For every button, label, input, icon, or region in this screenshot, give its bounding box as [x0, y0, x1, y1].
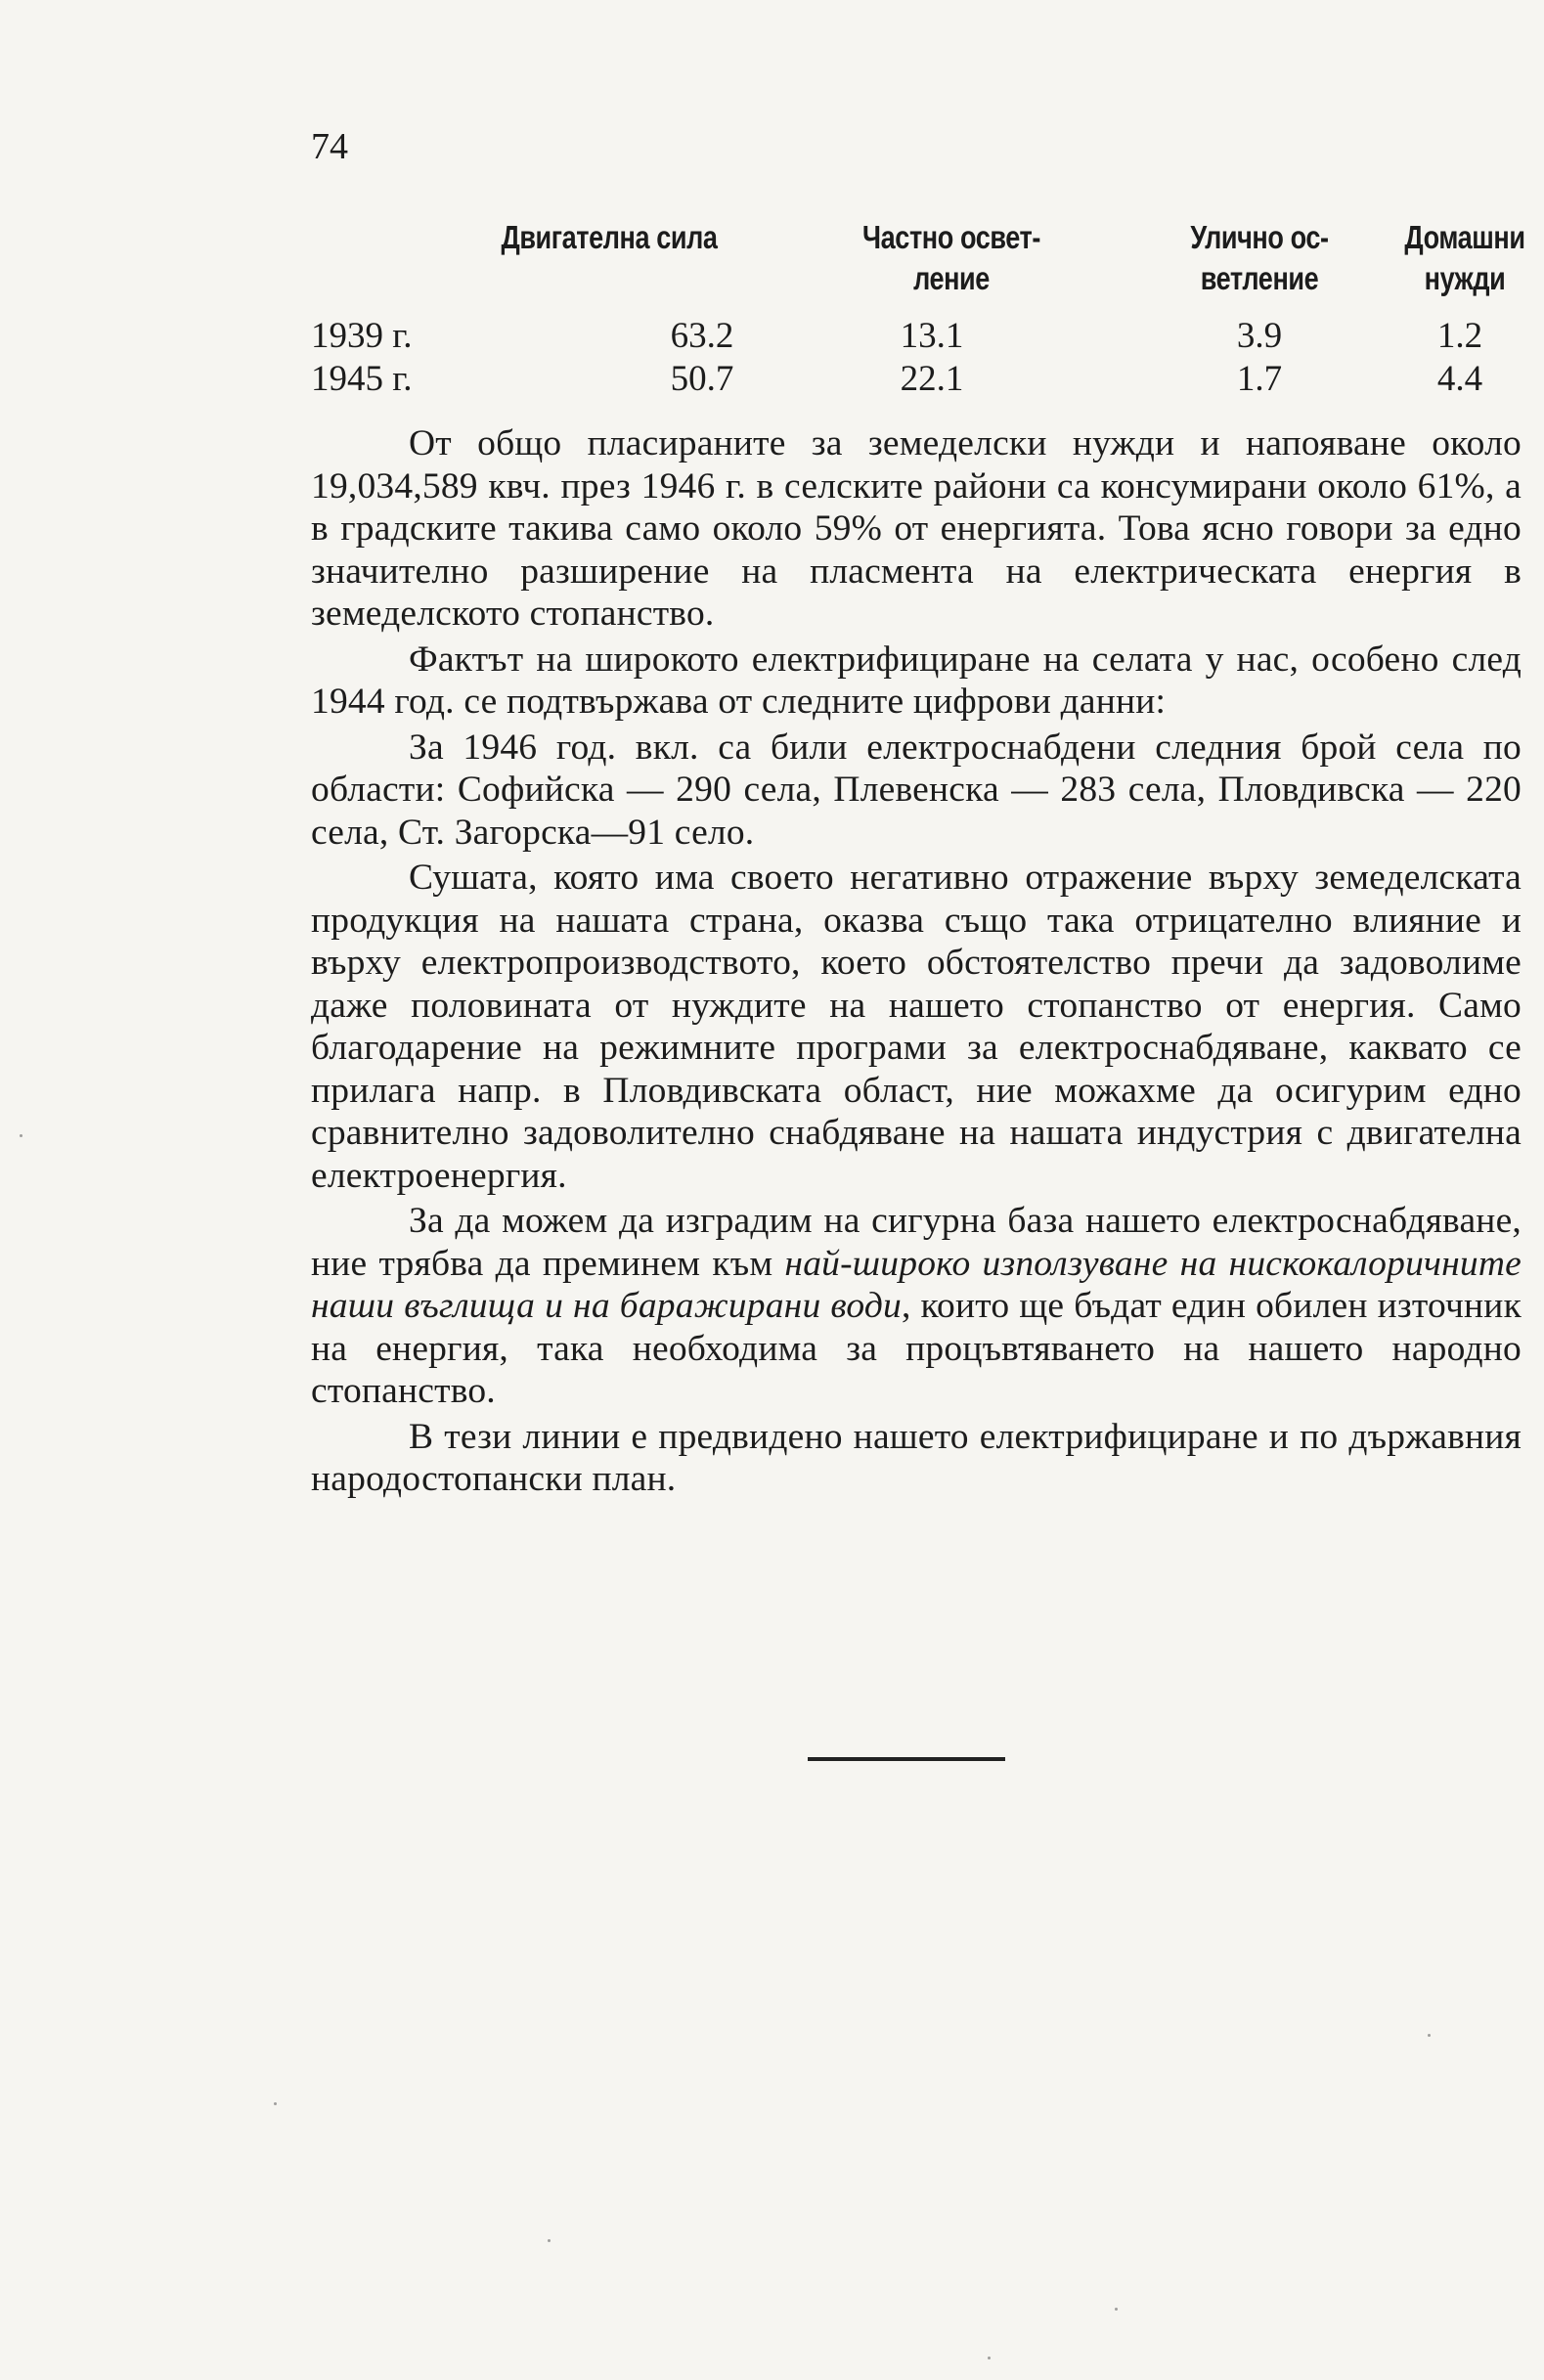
table-row [311, 315, 1528, 358]
cell-value: 22.1 [900, 359, 964, 399]
paragraph [311, 1200, 1522, 1413]
scan-speck [20, 1134, 22, 1137]
cell-value: 50.7 [670, 359, 734, 399]
row-year: 1945 г. [311, 359, 413, 399]
header-street-lighting: Улично ос- ветление [1190, 219, 1329, 296]
paragraph: За 1946 год. вкл. са били електроснабдени следния брой села по области: Софийска — 290 села, Плевенска — 283 села, Пловдивска — 220 села, Ст. Загорска—91 село. [311, 727, 1522, 853]
header-private-lighting: Частно освет- ление [862, 219, 1040, 296]
cell-value: 1.7 [1236, 359, 1283, 399]
scan-speck [1428, 2034, 1431, 2037]
page-number: 74 [311, 126, 348, 167]
paragraph: Сушата, която има своето негативно отражение върху земеделската продукция на нашата страна, оказва също така отрицателно влияние и върху електропроизводството, което обстоятелство пречи да задоволиме даже половината от нуждите на нашето стопанство от енергия. Само благодарение на режимните програми за електроснабдяване, каквато се прилага напр. в Пловдивската област, ние можахме да осигурим едно сравнително задоволително снабдяване на нашата индустрия с двигателна електроенергия. [311, 858, 1522, 1196]
paragraph-text: , които ще бъдат един обилен източник на енергия, така необходима за процъвтяването на нашето народно стопанство. [311, 1286, 1522, 1411]
scan-speck [1115, 2308, 1118, 2311]
cell-value: 4.4 [1436, 359, 1483, 399]
row-year: 1939 г. [311, 316, 413, 356]
scan-speck [988, 2357, 991, 2359]
scan-speck [548, 2239, 551, 2242]
cell-value: 63.2 [670, 316, 734, 356]
header-household-needs: Домашни нужди [1404, 219, 1525, 296]
table-header [311, 217, 1528, 315]
cell-value: 3.9 [1236, 316, 1283, 356]
scan-speck [274, 2102, 277, 2105]
paragraph: От общо пласираните за земеделски нужди и напояване около 19,034,589 квч. през 1946 г. в селските райони са консумирани около 61%, а в градските такива само около 59% от енергията. Това ясно говори за едно значително разширение на пласмента на електрическата енергия в земеделското стопанство. [311, 423, 1522, 634]
paragraph-text: За да можем да изградим на сигурна база нашето електроснабдяване, ние трябва да преминем към [311, 1201, 1522, 1284]
paragraph: Фактът на широкото електрифициране на селата у нас, особено след 1944 год. се подтвържава от следните цифрови данни: [311, 639, 1522, 722]
emphasized-text: най-широко използуване на нискокалоричните наши въглища и на баражирани води [311, 1243, 1522, 1326]
cell-value: 1.2 [1436, 316, 1483, 356]
paragraph: В тези линии е предвидено нашето електрифициране и по държавния народостопански план. [311, 1416, 1522, 1499]
energy-table [311, 217, 1528, 401]
body-text [311, 422, 1522, 1504]
header-motive-power: Двигателна сила [501, 219, 718, 255]
table-row [311, 358, 1528, 401]
cell-value: 13.1 [900, 316, 964, 356]
end-rule [808, 1757, 1005, 1761]
